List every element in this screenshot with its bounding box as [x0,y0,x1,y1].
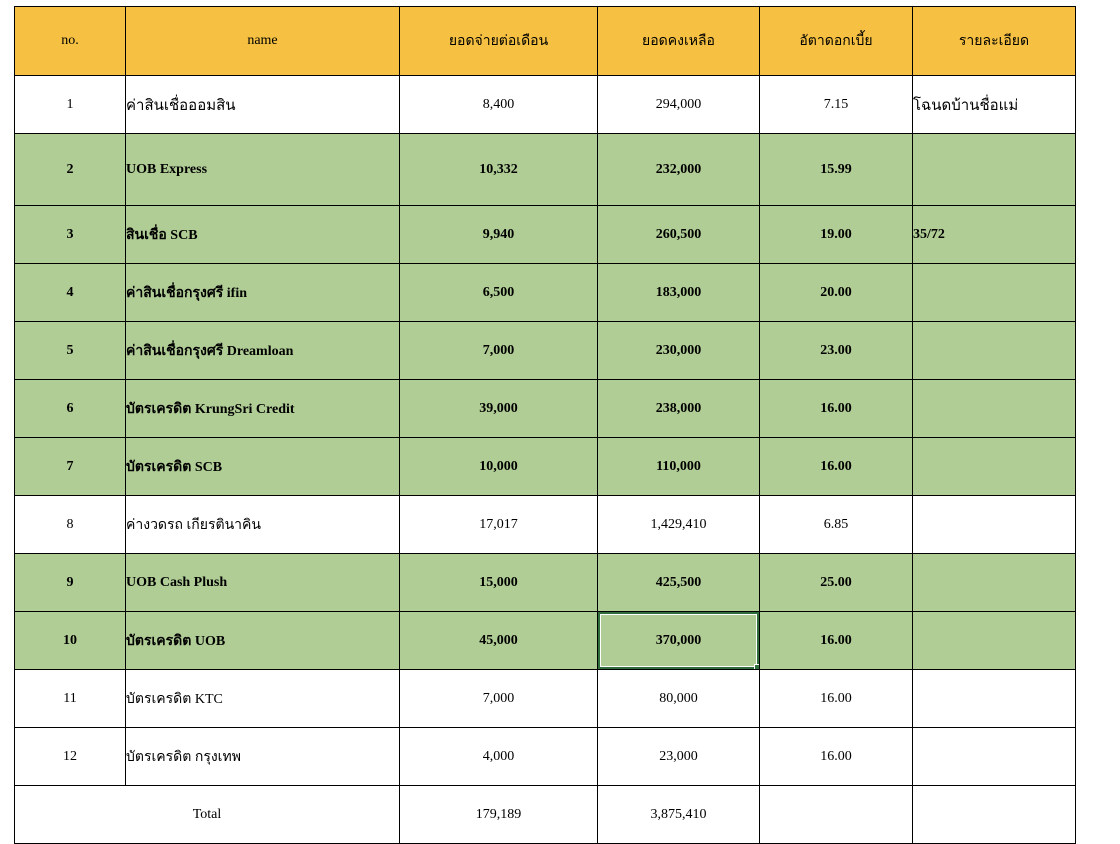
header-interest-rate[interactable]: อัตาดอกเบี้ย [760,7,913,76]
cell-balance[interactable]: 183,000 [598,264,760,322]
table-row [15,554,1076,612]
cell-balance[interactable]: 23,000 [598,728,760,786]
cell-no[interactable]: 7 [15,438,126,496]
cell-rate[interactable]: 25.00 [760,554,913,612]
header-no[interactable]: no. [15,7,126,76]
cell-rate[interactable]: 16.00 [760,438,913,496]
cell-name[interactable]: บัตรเครดิต SCB [126,438,400,496]
cell-balance[interactable]: 230,000 [598,322,760,380]
table-row [15,206,1076,264]
cell-name[interactable]: ค่าสินเชื่อกรุงศรี ifin [126,264,400,322]
cell-monthly[interactable]: 10,000 [400,438,598,496]
cell-no[interactable]: 8 [15,496,126,554]
table-row [15,76,1076,134]
total-rate-empty[interactable] [760,786,913,844]
cell-no[interactable]: 5 [15,322,126,380]
cell-detail[interactable] [913,264,1076,322]
header-name[interactable]: name [126,7,400,76]
table-row [15,264,1076,322]
cell-monthly[interactable]: 9,940 [400,206,598,264]
cell-name[interactable]: UOB Cash Plush [126,554,400,612]
cell-detail[interactable] [913,380,1076,438]
cell-rate[interactable]: 16.00 [760,380,913,438]
header-row [15,7,1076,76]
cell-name[interactable]: บัตรเครดิต UOB [126,612,400,670]
cell-rate[interactable]: 15.99 [760,134,913,206]
cell-detail[interactable]: 35/72 [913,206,1076,264]
cell-monthly[interactable]: 7,000 [400,322,598,380]
cell-balance[interactable]: 80,000 [598,670,760,728]
total-monthly[interactable]: 179,189 [400,786,598,844]
cell-name[interactable]: บัตรเครดิต KTC [126,670,400,728]
cell-name[interactable]: บัตรเครดิต กรุงเทพ [126,728,400,786]
cell-detail[interactable] [913,728,1076,786]
cell-detail[interactable] [913,134,1076,206]
selected-cell-balance[interactable] [598,612,760,670]
cell-balance[interactable]: 1,429,410 [598,496,760,554]
cell-rate[interactable]: 19.00 [760,206,913,264]
cell-balance[interactable]: 238,000 [598,380,760,438]
cell-no[interactable]: 4 [15,264,126,322]
cell-detail[interactable] [913,438,1076,496]
header-detail[interactable]: รายละเอียด [913,7,1076,76]
cell-detail[interactable] [913,670,1076,728]
cell-no[interactable]: 1 [15,76,126,134]
cell-monthly[interactable]: 7,000 [400,670,598,728]
cell-rate[interactable]: 7.15 [760,76,913,134]
cell-monthly[interactable]: 15,000 [400,554,598,612]
cell-detail[interactable] [913,496,1076,554]
cell-monthly[interactable]: 10,332 [400,134,598,206]
total-label[interactable]: Total [15,786,400,844]
cell-no[interactable]: 9 [15,554,126,612]
cell-rate[interactable]: 23.00 [760,322,913,380]
table-row [15,496,1076,554]
cell-balance[interactable]: 425,500 [598,554,760,612]
cell-detail[interactable] [913,612,1076,670]
cell-name[interactable]: สินเชื่อ SCB [126,206,400,264]
cell-balance[interactable]: 260,500 [598,206,760,264]
cell-rate[interactable]: 16.00 [760,670,913,728]
table-row [15,134,1076,206]
cell-no[interactable]: 2 [15,134,126,206]
cell-balance-value: 370,000 [655,632,702,648]
debt-spreadsheet [14,6,1076,844]
cell-detail[interactable] [913,322,1076,380]
cell-monthly[interactable]: 39,000 [400,380,598,438]
cell-no[interactable]: 3 [15,206,126,264]
table-row [15,670,1076,728]
cell-no[interactable]: 11 [15,670,126,728]
cell-name[interactable]: ค่าสินเชื่อกรุงศรี Dreamloan [126,322,400,380]
header-balance[interactable]: ยอดคงเหลือ [598,7,760,76]
cell-monthly[interactable]: 4,000 [400,728,598,786]
cell-monthly[interactable]: 45,000 [400,612,598,670]
total-balance[interactable]: 3,875,410 [598,786,760,844]
cell-rate[interactable]: 16.00 [760,728,913,786]
cell-no[interactable]: 10 [15,612,126,670]
table-row [15,380,1076,438]
cell-no[interactable]: 12 [15,728,126,786]
cell-balance[interactable]: 294,000 [598,76,760,134]
cell-monthly[interactable]: 8,400 [400,76,598,134]
table-row [15,438,1076,496]
cell-name[interactable]: ค่าสินเชื่อออมสิน [126,76,400,134]
total-detail-empty[interactable] [913,786,1076,844]
cell-rate[interactable]: 20.00 [760,264,913,322]
cell-name[interactable]: บัตรเครดิต KrungSri Credit [126,380,400,438]
cell-balance[interactable]: 110,000 [598,438,760,496]
cell-monthly[interactable]: 6,500 [400,264,598,322]
cell-rate[interactable]: 16.00 [760,612,913,670]
total-row [15,786,1076,844]
cell-name[interactable]: ค่างวดรถ เกียรตินาคิน [126,496,400,554]
cell-name[interactable]: UOB Express [126,134,400,206]
cell-balance[interactable]: 232,000 [598,134,760,206]
table-row [15,322,1076,380]
cell-rate[interactable]: 6.85 [760,496,913,554]
table-row [15,612,1076,670]
cell-detail[interactable]: โฉนดบ้านชื่อแม่ [913,76,1076,134]
header-monthly-payment[interactable]: ยอดจ่ายต่อเดือน [400,7,598,76]
fill-handle[interactable] [754,664,760,670]
cell-monthly[interactable]: 17,017 [400,496,598,554]
cell-detail[interactable] [913,554,1076,612]
table-row [15,728,1076,786]
cell-no[interactable]: 6 [15,380,126,438]
